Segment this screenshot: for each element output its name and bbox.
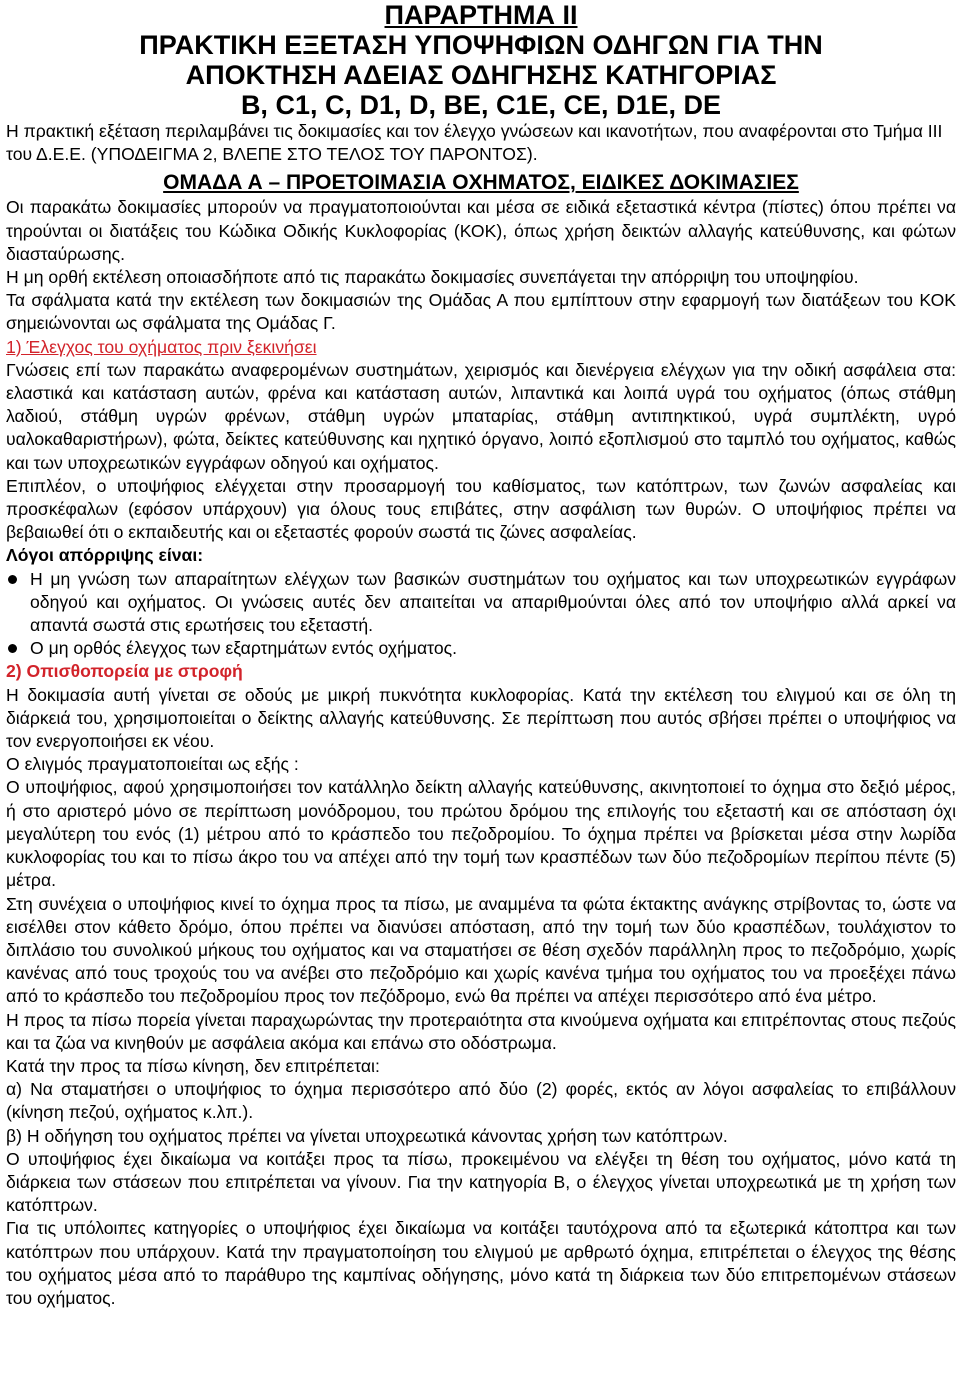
rejection-heading: Λόγοι απόρριψης είναι: [6,545,204,566]
rejection-list [6,568,956,661]
section-2-paragraph: α) Να σταματήσει ο υποψήφιος το όχημα περισσότερο από δύο (2) φορές, εκτός αν λόγοι ασφαλείας το επιβάλλουν (κίνηση πεζού, οχήματος κ.λπ.). [6,1079,956,1123]
section-2-paragraph: Η δοκιμασία αυτή γίνεται σε οδούς με μικρή πυκνότητα κυκλοφορίας. Κατά την εκτέλεση του ελιγμού και σε όλη τη διάρκειά του, χρησιμοποιείται ο δείκτης αλλαγής κατεύθυνσης. Σε περίπτωση που αυτός σβήσει πρέπει ο υποψήφιος να τον ενεργοποιήσει εκ νέου. [6,684,956,752]
group-paragraph: Τα σφάλματα κατά την εκτέλεση των δοκιμασιών της Ομάδας Α που εμπίπτουν στην εφαρμογή των διατάξεων του ΚΟΚ σημειώνονται ως σφάλματα της Ομάδας Γ. [6,290,956,334]
document-title [6,0,956,120]
group-paragraph: Οι παρακάτω δοκιμασίες μπορούν να πραγματοποιούνται και μέσα σε ειδικά εξεταστικά κέντρα (πίστες) όπου πρέπει να τηρούνται οι διατάξεις του Κώδικα Οδικής Κυκλοφορίας (ΚΟΚ), όπως χρήση δεικτών αλλαγής κατεύθυνσης, και φώτων διασταύρωσης. [6,197,956,264]
title-line-4: B, C1, C, D1, D, BE, C1E, CE, D1E, DE [240,90,722,120]
section-2-heading: 2) Οπισθοπορεία με στροφή [6,661,243,682]
section-1-heading: 1) Έλεγχος του οχήματος πριν ξεκινήσει [6,336,317,357]
intro-paragraph: Η πρακτική εξέταση περιλαμβάνει τις δοκιμασίες και τον έλεγχο γνώσεων και ικανοτήτων, που αναφέρονται στο Τμήμα ΙΙΙ του Δ.Ε.Ε. (ΥΠΟΔΕΙΓΜΑ 2, ΒΛΕΠΕ ΣΤΟ ΤΕΛΟΣ ΤΟΥ ΠΑΡΟΝΤΟΣ). [6,121,943,165]
title-annex: ΠΑΡΑΡΤΗΜΑ ΙΙ [384,0,578,30]
section-1-paragraph: Επιπλέον, ο υποψήφιος ελέγχεται στην προσαρμογή του καθίσματος, των κατόπτρων, των ζωνών ασφαλείας και προσκέφαλων (εφόσον υπάρχουν) για όλους τους επιβάτες, στην ασφάλιση των θυρών. Ο υποψήφιος πρέπει να βεβαιωθεί ότι ο εκπαιδευτής και οι εξεταστές φορούν σωστά τις ζώνες ασφαλείας. [6,475,956,543]
section-2-paragraph: Ο ελιγμός πραγματοποιείται ως εξής : [6,754,299,775]
section-2-paragraph: β) Η οδήγηση του οχήματος πρέπει να γίνεται υποχρεωτικά κάνοντας χρήση των κατόπτρων. [6,1125,728,1146]
section-2-paragraph: Η προς τα πίσω πορεία γίνεται παραχωρώντας την προτεραιότητα στα κινούμενα οχήματα και επιτρέποντας στους πεζούς και τα ζώα να κινηθούν με ασφάλεια ακόμα και επάνω στο οδόστρωμα. [6,1009,956,1053]
list-item: Ο μη ορθός έλεγχος των εξαρτημάτων εντός οχήματος. [6,637,956,660]
title-line-2: ΠΡΑΚΤΙΚΗ ΕΞΕΤΑΣΗ ΥΠΟΨΗΦΙΩΝ ΟΔΗΓΩΝ ΓΙΑ ΤΗΝ [139,30,823,60]
bullet-icon [8,575,17,584]
group-paragraph: Η μη ορθή εκτέλεση οποιασδήποτε από τις παρακάτω δοκιμασίες συνεπάγεται την απόρριψη του υποψηφίου. [6,267,859,288]
section-2-paragraph: Ο υποψήφιος έχει δικαίωμα να κοιτάξει προς τα πίσω, προκειμένου να ελέγξει τη θέση του οχήματος, μόνο κατά τη διάρκεια των στάσεων που επιτρέπεται να γίνουν. Για την κατηγορία Β, ο έλεγχος γίνεται υποχρεωτικά με τη χρήση των κατόπτρων. [6,1148,956,1216]
section-1-paragraph: Γνώσεις επί των παρακάτω αναφερομένων συστημάτων, χειρισμός και διενέργεια ελέγχων για την οδική ασφάλεια στα: ελαστικά και κατάσταση αυτών, φρένα και κατάσταση αυτών, λιπαντικά και λοιπά υγρά του οχήματος (όπως στάθμη λαδιού, στάθμη υγρών φρένων, στάθμη υγρών μπαταρίας, στάθμη αντιπηκτικού, υγρά συμπλέκτη, υγρό υαλοκαθαριστήρων), φώτα, δείκτες κατεύθυνσης και ηχητικό όργανο, λοιπό εξοπλισμού στο ταμπλό του οχήματος, καθώς και των υποχρεωτικών εγγράφων οδηγού και οχήματος. [6,359,956,473]
bullet-icon [8,644,17,653]
section-2-paragraph: Κατά την προς τα πίσω κίνηση, δεν επιτρέπεται: [6,1055,380,1076]
section-2-paragraph: Για τις υπόλοιπες κατηγορίες ο υποψήφιος έχει δικαίωμα να κοιτάξει ταυτόχρονα από τα εξωτερικά κάτοπτρα και των κατόπτρων που υπάρχουν. Κατά την πραγματοποίηση του ελιγμού με αρθρωτό όχημα, επιτρέπεται ο έλεγχος της θέσης του οχήματος μέσα από το παράθυρο της καμπίνας οδήγησης, μόνο κατά τη διάρκεια των δύο επιτρεπομένων στάσεων του οχήματος. [6,1218,956,1308]
title-line-3: ΑΠΟΚΤΗΣΗ ΑΔΕΙΑΣ ΟΔΗΓΗΣΗΣ ΚΑΤΗΓΟΡΙΑΣ [185,60,777,90]
list-item: Η μη γνώση των απαραίτητων ελέγχων των βασικών συστημάτων του οχήματος και των υποχρεωτικών εγγράφων οδηγού και οχήματος. Οι γνώσεις αυτές δεν απαιτείται να απαριθμούνται όλες από τον υποψήφιο αλλά αρκεί να απαντά σωστά στις ερωτήσεις του εξεταστή. [6,568,956,638]
section-2-paragraph: Στη συνέχεια ο υποψήφιος κινεί το όχημα προς τα πίσω, με αναμμένα τα φώτα έκτακτης ανάγκης στρίβοντας το, ώστε να εισέλθει στον κάθετο δρόμο, όπου πρέπει να διανύσει απόσταση, από την τομή των δύο κρασπέδων, τουλάχιστον το διπλάσιο του συνολικού μήκους του οχήματος και να σταματήσει σε θέση σχεδόν παράλληλη προς το πεζοδρόμιο, χωρίς κανένας από τους τροχούς του να ανέβει στο πεζοδρόμιο και χωρίς κανένα τμήμα του οχήματος του να προεξέχει πάνω από το κράσπεδο του πεζοδρομίου προς τον πεζόδρομο, ενώ θα πρέπει να απέχει περισσότερο από ένα μέτρο. [6,893,956,1007]
group-a-heading: ΟΜΑΔΑ Α – ΠΡΟΕΤΟΙΜΑΣΙΑ ΟΧΗΜΑΤΟΣ, ΕΙΔΙΚΕΣ ΔΟΚΙΜΑΣΙΕΣ [163,171,799,195]
section-2-paragraph: Ο υποψήφιος, αφού χρησιμοποιήσει τον κατάλληλο δείκτη αλλαγής κατεύθυνσης, ακινητοποιεί το όχημα στο δεξιό μέρος, ή στο αριστερό μόνο σε περίπτωση μονόδρομου, του πρώτου δρόμου της επιλογής του εξεταστή και σε απόσταση όχι μεγαλύτερη του ενός (1) μέτρου από το κράσπεδο του πεζοδρομίου. Το όχημα πρέπει να βρίσκεται μέσα στην λωρίδα κυκλοφορίας του και το πίσω άκρο του να απέχει από την τομή των κρασπέδων των δύο πεζοδρομίων περίπου πέντε (5) μέτρα. [6,777,956,891]
